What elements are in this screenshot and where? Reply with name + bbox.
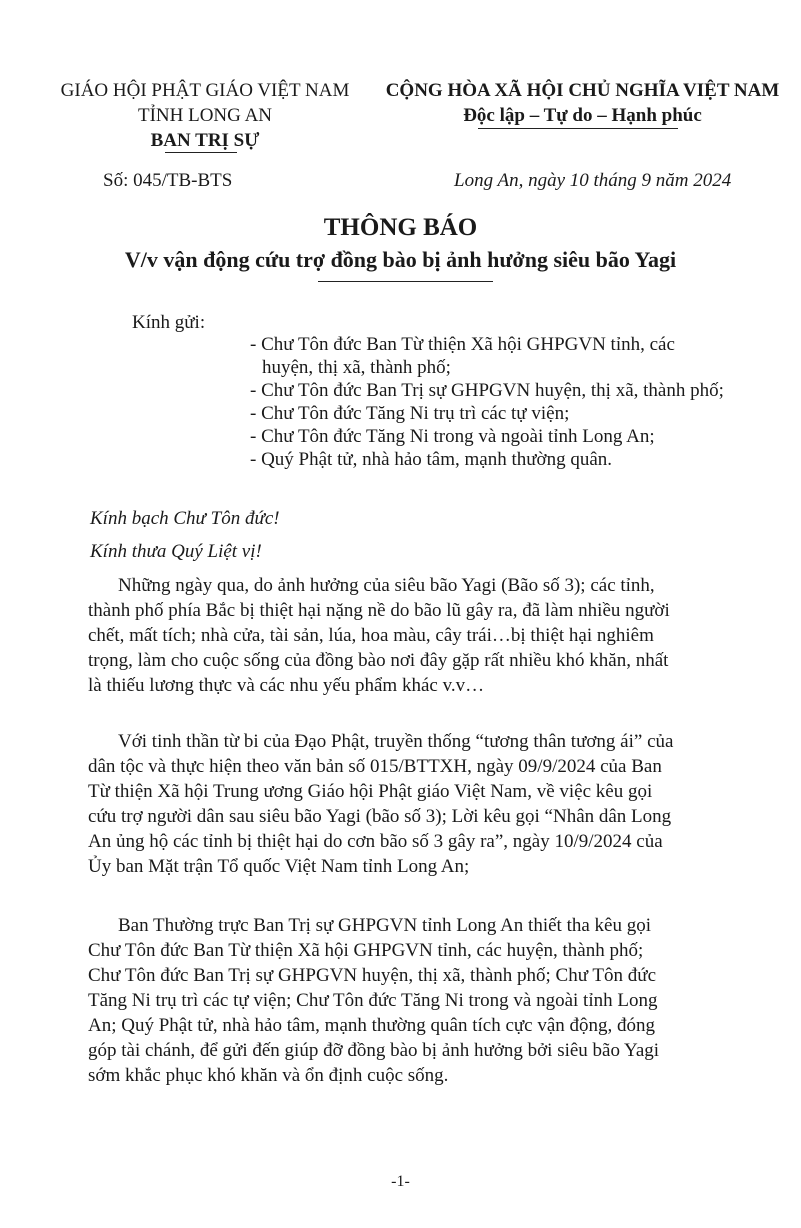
paragraph-line: thành phố phía Bắc bị thiệt hại nặng nề do bão lũ gây ra, đã làm nhiều người <box>88 600 670 621</box>
paragraph-line: An ủng hộ các tỉnh bị thiệt hại do cơn bão số 3 gây ra”, ngày 10/9/2024 của <box>88 831 663 852</box>
paragraph-line: góp tài chánh, để gửi đến giúp đỡ đồng bào bị ảnh hưởng bởi siêu bão Yagi <box>88 1040 660 1061</box>
paragraph-line: Tăng Ni trụ trì các tự viện; Chư Tôn đức Tăng Ni trong và ngoài tỉnh Long <box>88 990 658 1011</box>
paragraph-line: là thiếu lương thực và các nhu yếu phẩm khác v.v… <box>88 675 485 696</box>
nation-title: CỘNG HÒA XÃ HỘI CHỦ NGHĨA VIỆT NAM <box>385 80 780 101</box>
place-date: Long An, ngày 10 tháng 9 năm 2024 <box>454 170 732 191</box>
paragraph-line: Ban Thường trực Ban Trị sự GHPGVN tỉnh Long An thiết tha kêu gọi <box>118 915 652 936</box>
paragraph-line: dân tộc và thực hiện theo văn bản số 015/BTTXH, ngày 09/9/2024 của Ban <box>88 756 662 777</box>
paragraph-line: Chư Tôn đức Ban Trị sự GHPGVN huyện, thị xã, thành phố; Chư Tôn đức <box>88 965 657 986</box>
recipient-item: - Chư Tôn đức Ban Từ thiện Xã hội GHPGVN tỉnh, các <box>250 334 675 355</box>
paragraph-line: Ủy ban Mặt trận Tổ quốc Việt Nam tỉnh Long An; <box>88 856 470 877</box>
document-subject: V/v vận động cứu trợ đồng bào bị ảnh hưởng siêu bão Yagi <box>124 247 677 272</box>
paragraph-line: Chư Tôn đức Ban Từ thiện Xã hội GHPGVN tỉnh, các huyện, thành phố; <box>88 940 644 961</box>
paragraph-3 <box>88 913 772 1088</box>
page-number: -1- <box>391 1173 410 1190</box>
paragraph-line: Với tinh thần từ bi của Đạo Phật, truyền thống “tương thân tương ái” của <box>118 731 674 752</box>
recipient-item: - Quý Phật tử, nhà hảo tâm, mạnh thường quân. <box>250 449 613 470</box>
salutation-guests: Kính thưa Quý Liệt vị! <box>90 541 262 562</box>
motto-underline <box>478 128 678 129</box>
recipients-list <box>250 333 770 471</box>
paragraph-line: chết, mất tích; nhà cửa, tài sản, lúa, hoa màu, cây trái…bị thiệt hại nghiêm <box>88 625 654 646</box>
recipient-item: huyện, thị xã, thành phố; <box>262 357 451 378</box>
issuer-block <box>60 78 350 153</box>
nation-motto: Độc lập – Tự do – Hạnh phúc <box>463 105 702 126</box>
recipients-label: Kính gửi: <box>132 312 206 333</box>
salutation-venerables: Kính bạch Chư Tôn đức! <box>90 508 280 529</box>
paragraph-line: cứu trợ người dân sau siêu bão Yagi (bão số 3); Lời kêu gọi “Nhân dân Long <box>88 806 672 827</box>
paragraph-line: Những ngày qua, do ảnh hưởng của siêu bão Yagi (Bão số 3); các tỉnh, <box>118 575 655 596</box>
recipient-item: - Chư Tôn đức Tăng Ni trụ trì các tự viện; <box>250 403 570 424</box>
issuer-org: GIÁO HỘI PHẬT GIÁO VIỆT NAM <box>60 80 350 101</box>
document-title: THÔNG BÁO <box>323 214 478 241</box>
issuer-board: BAN TRỊ SỰ <box>150 130 260 151</box>
recipient-item: - Chư Tôn đức Tăng Ni trong và ngoài tỉnh Long An; <box>250 426 655 447</box>
paragraph-1 <box>88 573 772 698</box>
paragraph-line: trọng, làm cho cuộc sống của đồng bào nơi đây gặp rất nhiều khó khăn, nhất <box>88 650 669 671</box>
subject-underline <box>318 281 493 282</box>
issuer-underline <box>165 152 237 153</box>
paragraph-line: An; Quý Phật tử, nhà hảo tâm, mạnh thường quân tích cực vận động, đóng <box>88 1015 656 1036</box>
paragraph-2 <box>88 729 772 879</box>
paragraph-line: sớm khắc phục khó khăn và ổn định cuộc sống. <box>88 1065 449 1086</box>
recipient-item: - Chư Tôn đức Ban Trị sự GHPGVN huyện, thị xã, thành phố; <box>250 380 724 401</box>
paragraph-line: Từ thiện Xã hội Trung ương Giáo hội Phật giáo Việt Nam, về việc kêu gọi <box>88 781 653 802</box>
nation-block <box>370 78 795 128</box>
document-number: Số: 045/TB-BTS <box>103 170 233 191</box>
issuer-province: TỈNH LONG AN <box>137 105 273 126</box>
